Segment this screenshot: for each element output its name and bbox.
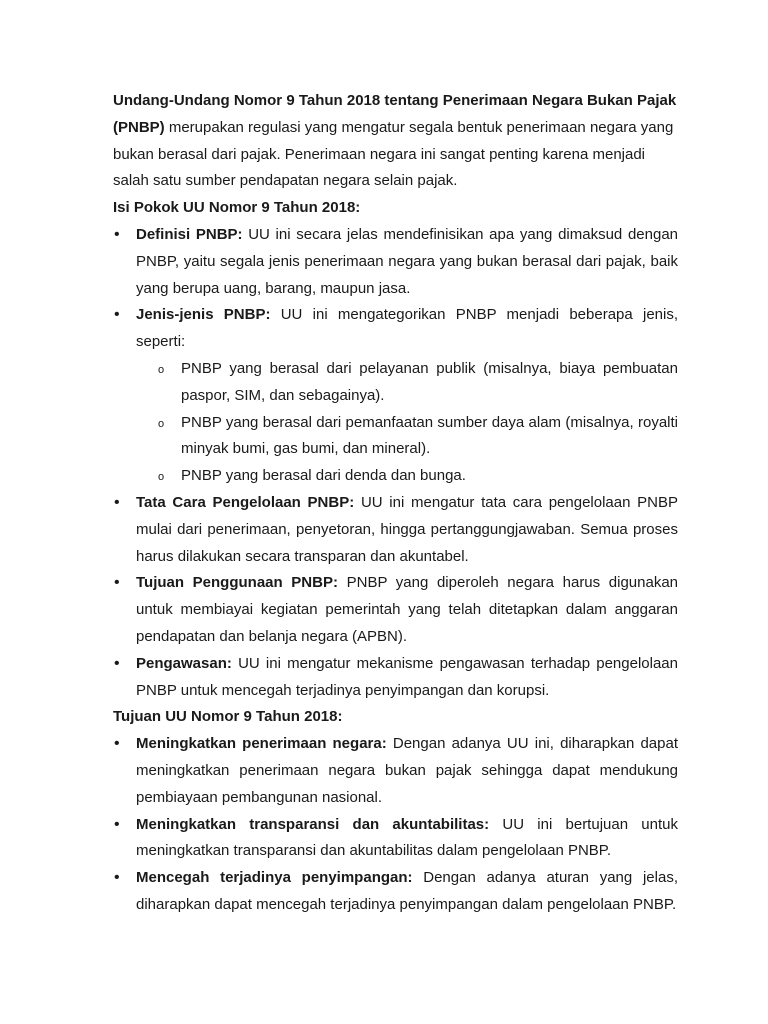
tujuan-heading xyxy=(113,704,678,731)
item-term: Definisi PNBP: xyxy=(136,225,243,243)
list-item xyxy=(113,570,678,650)
list-item xyxy=(113,302,678,490)
sub-list-item: o PNBP yang berasal dari denda dan bunga. xyxy=(136,463,678,490)
item-text: Dengan adanya aturan yang jelas, diharapkan dapat mencegah terjadinya penyimpangan dalam pengelolaan PNBP. xyxy=(136,869,678,913)
list-item xyxy=(113,490,678,570)
item-text: UU ini bertujuan untuk meningkatkan transparansi dan akuntabilitas dalam pengelolaan PNBP. xyxy=(136,815,678,860)
tujuan-list xyxy=(113,731,678,919)
item-text: UU ini mengatur tata cara pengelolaan PNBP mulai dari penerimaan, penyetoran, hingga pertanggungjawaban. Semua proses harus dilakukan secara transparan dan akuntabel. xyxy=(136,493,678,565)
intro-title: Undang-Undang Nomor 9 Tahun 2018 tentang Penerimaan Negara Bukan Pajak (PNBP) xyxy=(113,92,677,136)
list-item xyxy=(113,865,678,919)
isi-pokok-heading xyxy=(113,195,678,222)
list-item xyxy=(113,731,678,811)
item-text: UU ini secara jelas mendefinisikan apa yang dimaksud dengan PNBP, yaitu segala jenis penerimaan negara yang bukan berasal dari pajak, baik yang berupa uang, barang, maupun jasa. xyxy=(136,225,678,297)
item-text: UU ini mengategorikan PNBP menjadi beberapa jenis, seperti: xyxy=(136,306,678,351)
item-term: Meningkatkan penerimaan negara: xyxy=(136,735,387,753)
sub-list-item: o PNBP yang berasal dari pemanfaatan sumber daya alam (misalnya, royalti minyak bumi, gas bumi, dan mineral). xyxy=(136,410,678,464)
sub-list-item: o PNBP yang berasal dari pelayanan publik (misalnya, biaya pembuatan paspor, SIM, dan sebagainya). xyxy=(136,356,678,410)
item-term: Meningkatkan transparansi dan akuntabilitas: xyxy=(136,815,490,833)
intro-text: merupakan regulasi yang mengatur segala bentuk penerimaan negara yang bukan berasal dari pajak. Penerimaan negara ini sangat penting karena menjadi salah satu sumber pendapatan negara selain pajak. xyxy=(113,118,674,190)
isi-pokok-heading-text: Isi Pokok UU Nomor 9 Tahun 2018: xyxy=(113,199,361,217)
item-text: PNBP yang diperoleh negara harus digunakan untuk membiayai kegiatan pemerintah yang telah ditetapkan dalam anggaran pendapatan dan belanja negara (APBN). xyxy=(136,574,679,645)
item-term: Mencegah terjadinya penyimpangan: xyxy=(136,869,413,887)
item-term: Pengawasan: xyxy=(136,654,232,672)
item-term: Tujuan Penggunaan PNBP: xyxy=(136,574,338,592)
isi-pokok-list xyxy=(113,222,678,704)
jenis-pnbp-sublist xyxy=(136,356,678,490)
item-text: UU ini mengatur mekanisme pengawasan terhadap pengelolaan PNBP untuk mencegah terjadinya penyimpangan dan korupsi. xyxy=(136,654,678,699)
tujuan-heading-text: Tujuan UU Nomor 9 Tahun 2018: xyxy=(113,708,343,726)
list-item xyxy=(113,651,678,705)
item-text: Dengan adanya UU ini, diharapkan dapat meningkatkan penerimaan negara bukan pajak sehingga dapat mendukung pembiayaan pembangunan nasional. xyxy=(136,735,678,806)
item-term: Jenis-jenis PNBP: xyxy=(136,306,271,324)
item-term: Tata Cara Pengelolaan PNBP: xyxy=(136,493,355,511)
list-item xyxy=(113,812,678,866)
list-item xyxy=(113,222,678,302)
intro-paragraph xyxy=(113,88,678,195)
